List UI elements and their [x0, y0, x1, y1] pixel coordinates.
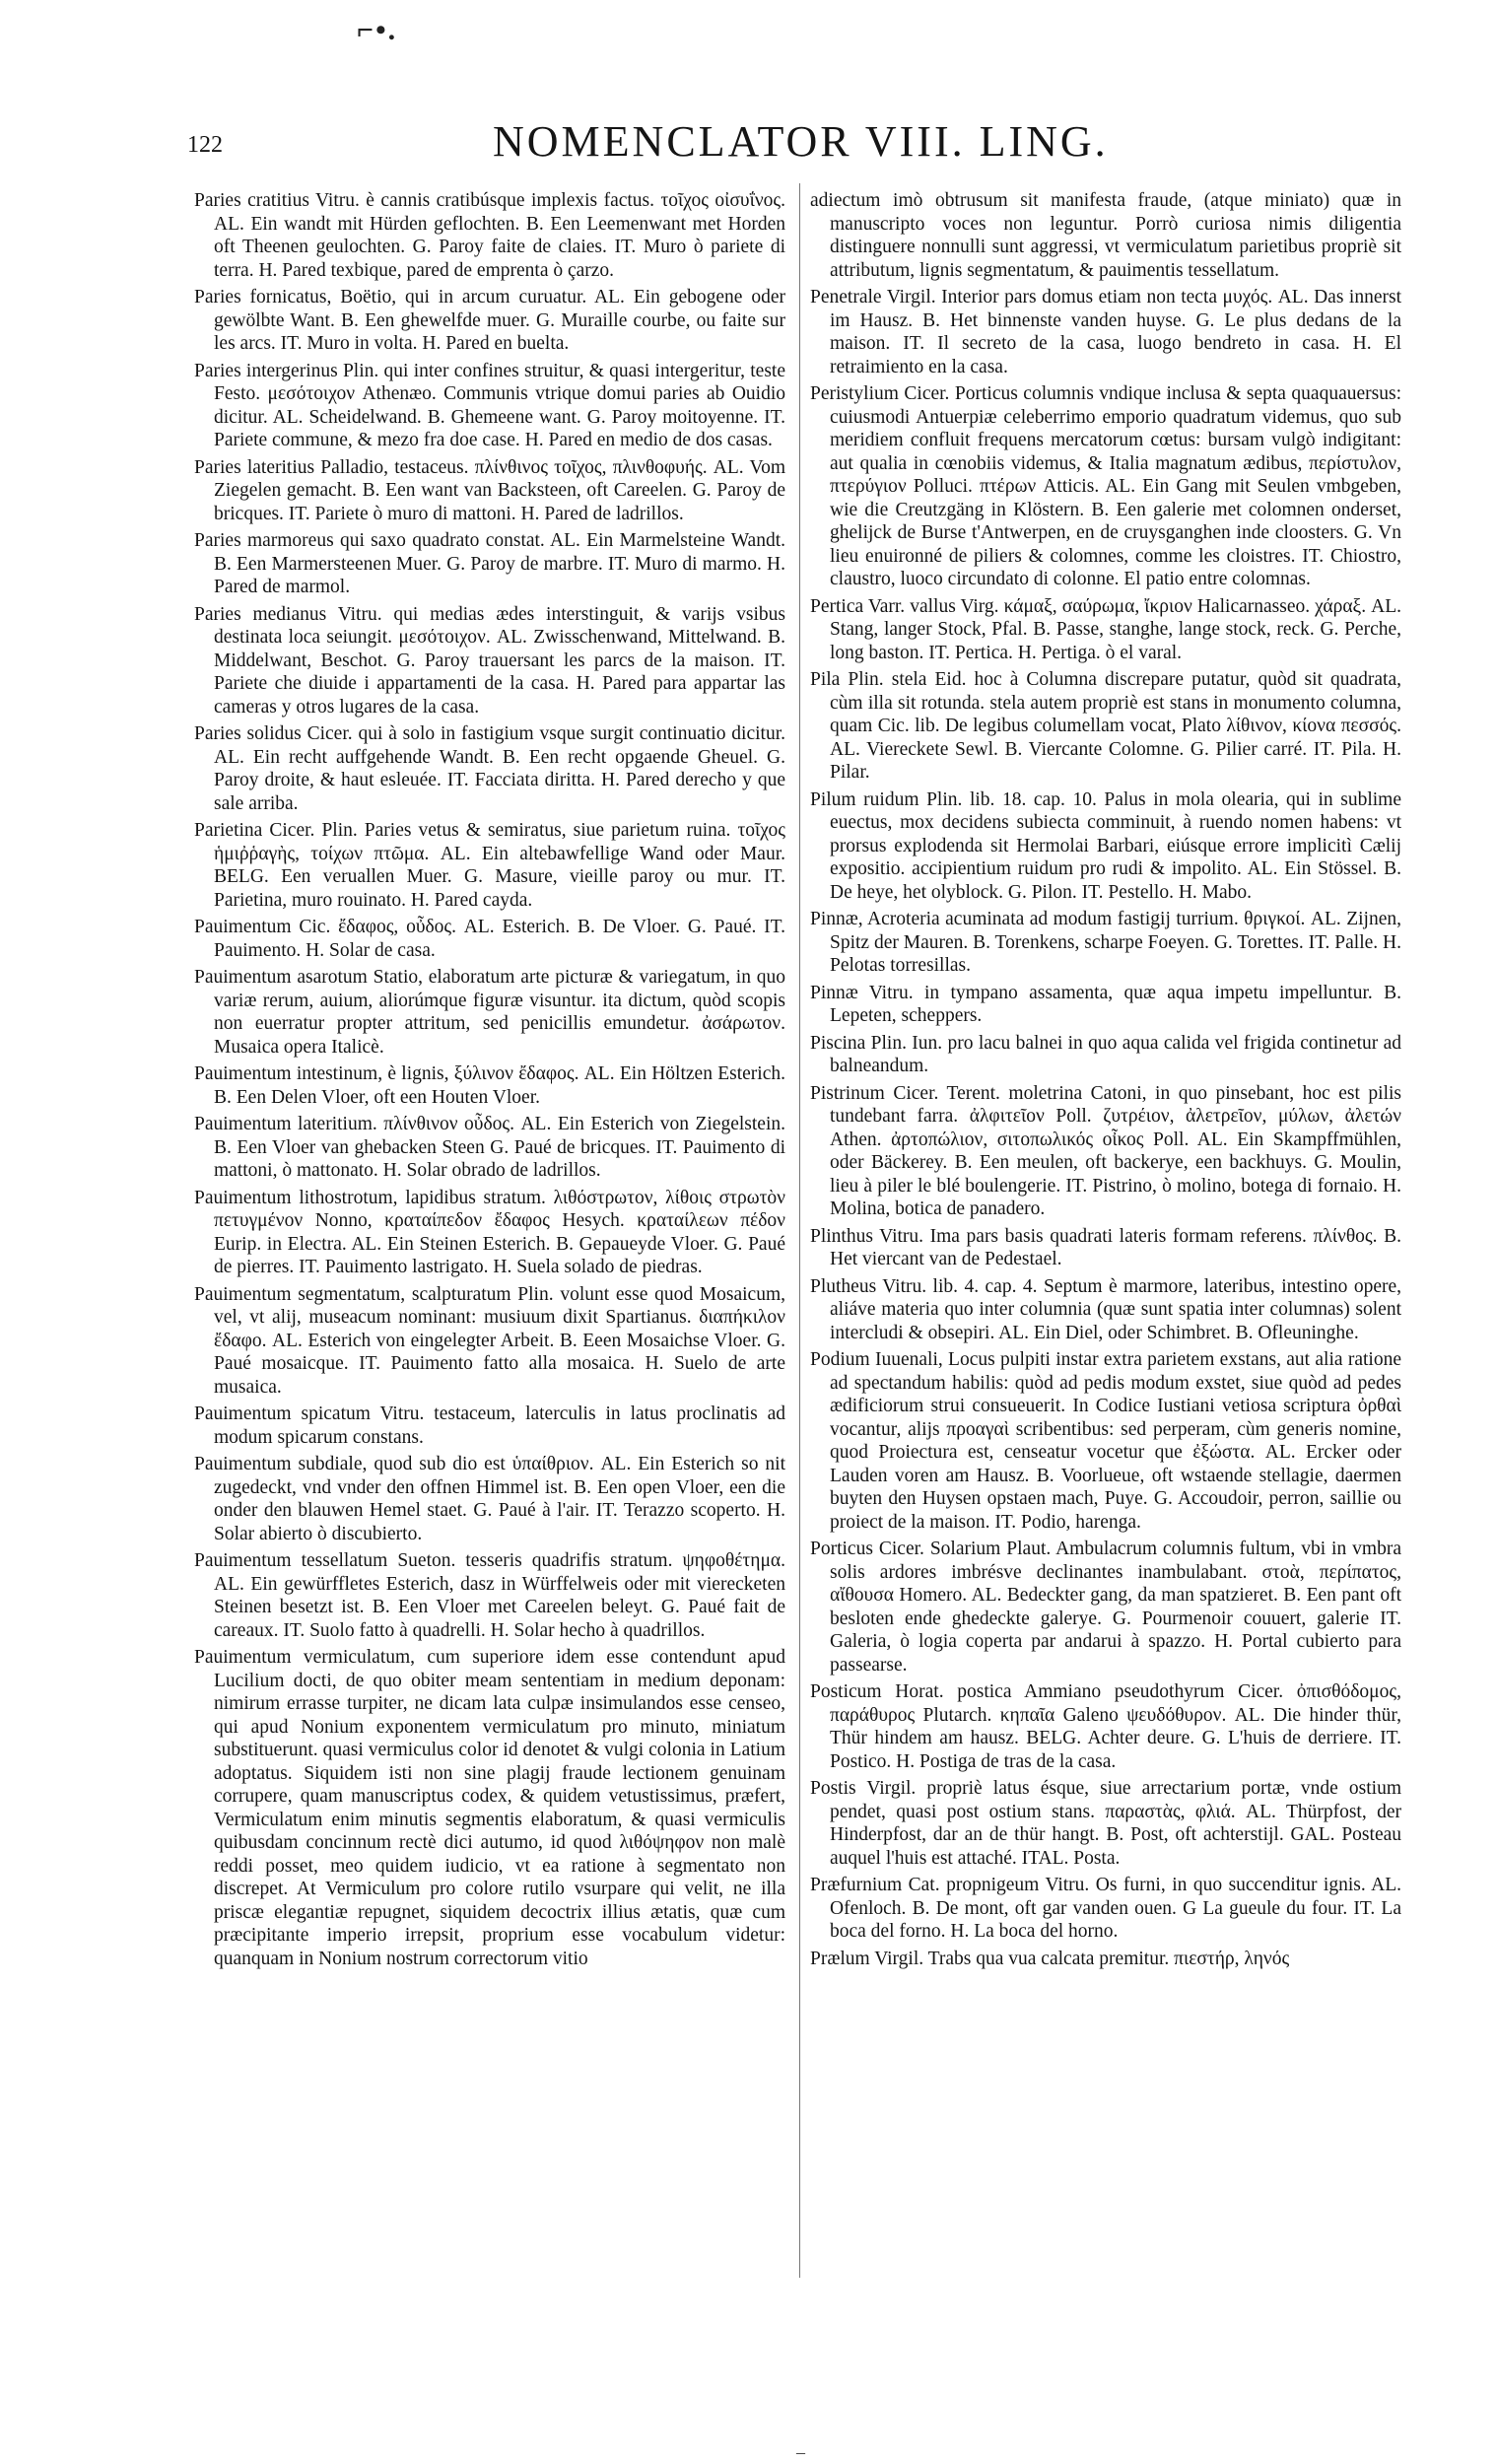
entry-pinnae-vitru: Pinnæ Vitru. in tympano assamenta, quæ aqua impetu impelluntur. B. Lepeten, scheppers.: [810, 982, 1401, 1026]
entry-pertica: Pertica Varr. vallus Virg. κάμαξ, σαύρωμα, ἴκριον Halicarnasseo. χάραξ. AL. Stang, langer Stock, Pfal. B. Passe, stanghe, lange stock, reck. G. Perche, long baston. IT. Pertica. H. Pertiga. ò el varal.: [810, 595, 1401, 663]
page-number: 122: [187, 132, 223, 158]
entry-praelum: Prælum Virgil. Trabs qua vua calcata premitur. πιεστήρ, ληνός: [810, 1948, 1290, 1969]
entry-plutheus: Plutheus Vitru. lib. 4. cap. 4. Septum è marmore, lateribus, intestino opere, aliáve materia quo inter columnia (quæ sunt spatia inter columnas) solent intercludi & obsepiri. AL. Ein Diel, oder Schimbret. B. Ofleuninghe.: [810, 1275, 1401, 1343]
footer-mark: –: [796, 2442, 805, 2462]
entry-pauimentum-lithostrotum: Pauimentum lithostrotum, lapidibus stratum. λιθόστρωτον, λίθοις στρωτὸν πετυγμένον Nonno, κραταίπεδον ἔδαφος Hesych. κραταίλεων πέδον Eurip. in Electra. AL. Ein Steinen Esterich. B. Gepaueyde Vloer. G. Paué de pierres. IT. Pauimento lastrigato. H. Suela solado de piedras.: [194, 1187, 785, 1277]
entry-pauimentum: Pauimentum Cic. ἔδαφος, οὖδος. AL. Esterich. B. De Vloer. G. Paué. IT. Pauimento. H. Solar de casa.: [194, 917, 785, 961]
entry-paries-fornicatus: Paries fornicatus, Boëtio, qui in arcum curuatur. AL. Ein gebogene oder gewölbte Want. B. Een ghewelfde muer. G. Muraille courbe, ou faite sur les arcs. IT. Muro in volta. H. Pared en buelta.: [194, 287, 785, 354]
column-divider: [799, 183, 800, 2278]
entry-pauimentum-lateritium: Pauimentum lateritium. πλίνθινον οὖδος. AL. Ein Esterich von Ziegelstein. B. Een Vloer van ghebacken Steen G. Paué de bricques. IT. Pauimento di mattoni, ò mattonato. H. Solar obrado de ladrillos.: [194, 1114, 785, 1181]
entry-pauimentum-spicatum: Pauimentum spicatum Vitru. testaceum, laterculis in latus proclinatis ad modum spicarum constans.: [194, 1403, 785, 1448]
entry-pila: Pila Plin. stela Eid. hoc à Columna discrepare putatur, quòd sit quadrata, cùm illa sit rotunda. stela autem propriè est stans in monumento columna, quam Cic. lib. De legibus columellam vocat, Plato λίθινον, κίονα πεσσός. AL. Viereckete Sewl. B. Viercante Colomne. G. Pilier carré. IT. Pila. H. Pilar.: [810, 669, 1401, 783]
entry-parietina: Parietina Cicer. Plin. Paries vetus & semiratus, siue parietum ruina. τοῖχος ἡμιῤῥαγὴς, τοίχων πτῶμα. AL. Ein altebawfellige Wand oder Maur. BELG. Een veruallen Muer. G. Masure, vieille paroy ou mur. IT. Parietina, muro rouinato. H. Pared cayda.: [194, 820, 785, 911]
left-column: [194, 189, 785, 1974]
entry-pinnae-acroteria: Pinnæ, Acroteria acuminata ad modum fastigij turrium. θριγκοί. AL. Zijnen, Spitz der Mauren. B. Torenkens, scharpe Foeyen. G. Torettes. IT. Palle. H. Pelotas torresillas.: [810, 909, 1401, 976]
entry-posticum: Posticum Horat. postica Ammiano pseudothyrum Cicer. ὀπισθόδομος, παράθυρος Plutarch. κηπαῖα Galeno ψευδόθυρον. AL. Die hinder thür, Thür hindem am hausz. BELG. Achter deure. G. L'huis de derriere. IT. Postico. H. Postiga de tras de la casa.: [810, 1681, 1401, 1772]
entry-continuation: adiectum imò obtrusum sit manifesta fraude, (atque miniato) quæ in manuscripto voces non leguntur. Porrò curiosa nimis diligentia distinguere nonnulli sunt aggressi, vt vermiculatum parietibus propriè sit attributum, lignis segmentatum, & pauimentis tessellatum.: [810, 190, 1401, 281]
entry-pilum-ruidum: Pilum ruidum Plin. lib. 18. cap. 10. Palus in mola olearia, qui in sublime euectus, mox decidens subiecta comminuit, à ruendo nomen habens: vt prorsus explodenda sit Hermolai Barbari, eiúsque errore implicitì Cælij expositio. accipientium ruidum pro rudi & impolito. AL. Ein Stössel. B. De heye, het olyblock. G. Pilon. IT. Pestello. H. Mabo.: [810, 788, 1401, 903]
right-column: [810, 189, 1401, 1974]
entry-paries-lateritius: Paries lateritius Palladio, testaceus. πλίνθινος τοῖχος, πλινθοφυής. AL. Vom Ziegelen gemacht. B. Een want van Backsteen, oft Careelen. G. Paroy de bricques. IT. Pariete ò muro di mattoni. H. Pared de ladrillos.: [194, 456, 785, 524]
entry-praefurnium: Præfurnium Cat. propnigeum Vitru. Os furni, in quo succenditur ignis. AL. Ofenloch. B. De mont, oft gar vanden ouen. G La gueule du four. IT. La boca del forno. H. La boca del horno.: [810, 1875, 1401, 1942]
entry-peristylium: Peristylium Cicer. Porticus columnis vndique inclusa & septa quaquauersus: cuiusmodi Antuerpiæ celeberrimo emporio quadratum videmus, quo sub meridiem confluit frequens mercatorum cœtus: bursam vulgò indigitant: aut qualia in cœnobiis videmus, & Italia magnatum ædibus, περίστυλον, πτερύγιον Polluci. πτέρων Atticis. AL. Ein Gang mit Seulen vmbgeben, wie die Creutzgäng in Klöstern. B. Een galerie met colomnen onderset, ghelijck de Burse t'Antwerpen, en de cruysganghen inde cloosters. G. Vn lieu enuironné de piliers & colomnes, comme les cloistres. IT. Chiostro, claustro, luoco circundato di colonne. El patio entre colomnas.: [810, 383, 1401, 589]
entry-porticus: Porticus Cicer. Solarium Plaut. Ambulacrum columnis fultum, vbi in vmbra solis ardores imbrésve declinantes inambulabant. στοὰ, περίπατος, αἴθουσα Homero. AL. Bedeckter gang, da man spatzieret. B. Een pant oft besloten ende ghedeckte galerye. G. Pourmenoir couuert, galerie IT. Galeria, ò logia coperta par andarui à spazzo. H. Portal cubierto para passearse.: [810, 1539, 1401, 1676]
entry-plinthus: Plinthus Vitru. Ima pars basis quadrati lateris formam referens. πλίνθος. B. Het viercant van de Pedestael.: [810, 1225, 1401, 1269]
entry-pauimentum-segmentatum: Pauimentum segmentatum, scalpturatum Plin. volunt esse quod Mosaicum, vel, vt alij, museacum nominant: musiuum dixit Spartianus. διαπήκιλον ἔδαφο. AL. Esterich von eingelegter Arbeit. B. Eeen Mosaichse Vloer. G. Paué mosaicque. IT. Pauimento fatto alla mosaica. H. Suelo de arte musaica.: [194, 1283, 785, 1398]
entry-paries-marmoreus: Paries marmoreus qui saxo quadrato constat. AL. Ein Marmelsteine Wandt. B. Een Marmersteenen Muer. G. Paroy de marbre. IT. Muro di marmo. H. Pared de marmol.: [194, 530, 785, 597]
entry-pistrinum: Pistrinum Cicer. Terent. moletrina Catoni, in quo pinsebant, hoc est pilis tundebant farra. ἀλφιτεῖον Poll. ζυτρέιον, ἀλετρεῖον, μύλων, ἀλετών Athen. ἀρτοπώλιον, σιτοπωλικός οἶκος Poll. AL. Ein Skampffmühlen, oder Bäckerey. B. Een meulen, oft backerye, een backhuys. G. Moulin, lieu à piler le blé boulengerie. IT. Pistrino, ò molino, botega di fornaio. H. Molina, botica de panadero.: [810, 1082, 1401, 1219]
entry-piscina: Piscina Plin. Iun. pro lacu balnei in quo aqua calida vel frigida continetur ad balneandum.: [810, 1032, 1401, 1076]
entry-pauimentum-intestinum: Pauimentum intestinum, è lignis, ξύλινον ἔδαφος. AL. Ein Höltzen Esterich. B. Een Delen Vloer, oft een Houten Vloer.: [194, 1063, 785, 1108]
entry-pauimentum-asarotum: Pauimentum asarotum Statio, elaboratum arte picturæ & variegatum, in quo variæ rerum, auium, aliorúmque figuræ visuntur. ita dictum, quòd scopis non euerratur propter attritum, sed penicillis emundetur. ἀσάρωτον. Musaica opera Italicè.: [194, 967, 785, 1058]
page-header: [187, 116, 1133, 175]
entry-penetrale: Penetrale Virgil. Interior pars domus etiam non tecta μυχός. AL. Das innerst im Hausz. B. Het binnenste vanden huyse. G. Le plus dedans de la maison. IT. Il secreto de la casa, luogo bendreto in casa. H. El retraimiento en la casa.: [810, 287, 1401, 377]
running-head: NOMENCLATOR VIII. LING.: [493, 117, 1109, 166]
entry-pauimentum-vermiculatum: Pauimentum vermiculatum, cum superiore idem esse contendunt apud Lucilium docti, de quo obiter meam sententiam in medium deponam: nimirum errasse turpiter, ne dicam lata culpæ insimulandos esse censeo, qui apud Nonium exponentem vermiculatum pro minuto, miniatum substituerunt. quasi vermiculus color id denotet & vulgi colonia in Latium adoptatus. Siquidem isti non sine plagij fraude lectionem genuinam corrupere, quam manuscriptus codex, & quidem vetustissimus, præfert, Vermiculatum enim minutis segmentis elaboratum, & quasi vermiculis quibusdam concinnum rectè dici autumo, id quod λιθόψηφον non malè reddi posset, meo quidem iudicio, vt ea ratione à segmentato non discrepet. At Vermiculum pro colore rutilo vsurpare qui velit, ne illa priscæ elegantiæ repugnet, siquidem decoctrix illius ætatis, quæ cum præcipitante imperio irrepsit, proprium esse vocabulum videtur: quanquam in Nonium nostrum correctorum vitio: [194, 1647, 785, 1969]
entry-paries-solidus: Paries solidus Cicer. qui à solo in fastigium vsque surgit continuatio dicitur. AL. Ein recht auffgehende Wandt. B. Een recht opgaende Gheuel. G. Paroy droite, & haut esleuée. IT. Facciata diritta. H. Pared derecho y que sale arriba.: [194, 723, 785, 814]
entry-paries-intergerinus: Paries intergerinus Plin. qui inter confines struitur, & quasi intergeritur, teste Festo. μεσότοιχον Athenæo. Communis vtrique domui paries ab Ouidio dicitur. AL. Scheidelwand. B. Ghemeene want. G. Paroy moitoyenne. IT. Pariete commune, & mezo fra doe case. H. Pared en medio de dos casas.: [194, 360, 785, 450]
entry-pauimentum-subdiale: Pauimentum subdiale, quod sub dio est ὑπαίθριον. AL. Ein Esterich so nit zugedeckt, vnd vnder den offnen Himmel ist. B. Een open Vloer, een die onder den blauwen Hemel staet. G. Paué à l'air. IT. Terazzo scoperto. H. Solar abierto ò discubierto.: [194, 1454, 785, 1544]
corner-mark: ⌐•.: [357, 14, 398, 46]
entry-paries-medianus: Paries medianus Vitru. qui medias ædes interstinguit, & varijs vsibus destinata loca seiungit. μεσότοιχον. AL. Zwisschenwand, Mittelwand. B. Middelwant, Beschot. G. Paroy trauersant les parcs de la maison. IT. Pariete che diuide i appartamenti de la casa. H. Pared para appartar las cameras y otros lugares de la casa.: [194, 603, 785, 718]
entry-podium: Podium Iuuenali, Locus pulpiti instar extra parietem exstans, aut alia ratione ad spectandum habilis: quòd ad pedis modum exstet, siue quòd ad pedes ædificiorum strui consueuerit. In Codice Iustiani vetiosa scriptura ὀρθαὶ vocantur, alijs προαγαὶ scribentibus: sed perperam, cùm generis nomine, quod Proiectura est, censeatur vocetur que ἐξώστα. AL. Ercker oder Lauden voren am Hausz. B. Voorlueue, oft wstaende stellagie, daermen buyten den Huysen opstaen mach, Puye. G. Accoudoir, perron, saillie ou proiect de la maison. IT. Podio, harenga.: [810, 1349, 1401, 1533]
entry-pauimentum-tessellatum: Pauimentum tessellatum Sueton. tesseris quadrifis stratum. ψηφοθέτημα. AL. Ein gewürffletes Esterich, dasz in Würffelweis oder mit vierecketen Steinen besetzt ist. B. Een Vloer met Careelen beleyt. G. Paué fait de careaux. IT. Suolo fatto à quadrelli. H. Solar hecho à quadrillos.: [194, 1550, 785, 1641]
entry-paries-cratitius: Paries cratitius Vitru. è cannis cratibúsque implexis factus. τοῖχος οἰσυΐνος. AL. Ein wandt mit Hürden geflochten. B. Een Leemenwant met Horden oft Theenen geulochten. G. Paroy faite de claies. IT. Muro ò pariete di terra. H. Pared texbique, pared de emprenta ò çarzo.: [194, 190, 785, 281]
entry-postis: Postis Virgil. propriè latus ésque, siue arrectarium portæ, vnde ostium pendet, quasi post ostium stans. παραστὰς, φλιά. AL. Thürpfost, der Hinderpfost, dar an de thür hangt. B. Post, oft achterstijl. GAL. Posteau auquel l'huis est attaché. ITAL. Posta.: [810, 1778, 1401, 1869]
